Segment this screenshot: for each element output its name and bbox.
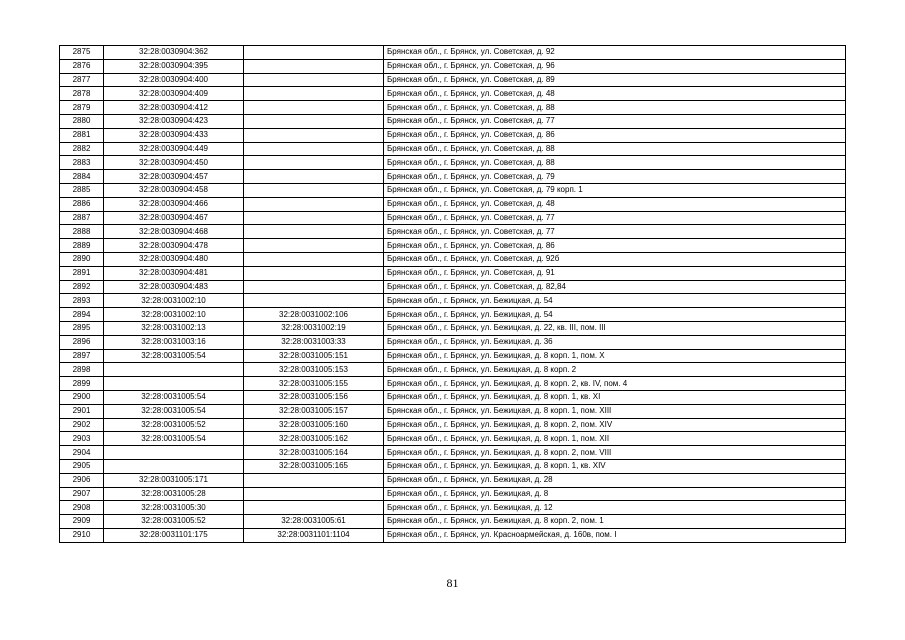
address-cell: Брянская обл., г. Брянск, ул. Советская, д. 86 (384, 239, 846, 253)
object-cadastral-number-cell: 32:28:0031005:155 (244, 377, 384, 391)
cadastral-number-cell: 32:28:0030904:458 (104, 183, 244, 197)
object-cadastral-number-cell (244, 101, 384, 115)
cadastral-number-cell (104, 363, 244, 377)
address-cell: Брянская обл., г. Брянск, ул. Бежицкая, д. 8 (384, 487, 846, 501)
object-cadastral-number-cell: 32:28:0031005:162 (244, 432, 384, 446)
table-row (60, 487, 846, 501)
table-row (60, 170, 846, 184)
cadastral-number-cell: 32:28:0031002:13 (104, 321, 244, 335)
address-cell: Брянская обл., г. Брянск, ул. Советская, д. 92б (384, 252, 846, 266)
object-cadastral-number-cell (244, 225, 384, 239)
table-row (60, 418, 846, 432)
cadastral-number-cell: 32:28:0030904:468 (104, 225, 244, 239)
row-number-cell: 2881 (60, 128, 104, 142)
object-cadastral-number-cell (244, 73, 384, 87)
table-row (60, 321, 846, 335)
registry-table-container (59, 45, 845, 543)
table-row (60, 46, 846, 60)
row-number-cell: 2896 (60, 335, 104, 349)
cadastral-number-cell: 32:28:0030904:467 (104, 211, 244, 225)
row-number-cell: 2897 (60, 349, 104, 363)
row-number-cell: 2895 (60, 321, 104, 335)
cadastral-number-cell: 32:28:0031002:10 (104, 308, 244, 322)
cadastral-number-cell: 32:28:0030904:400 (104, 73, 244, 87)
address-cell: Брянская обл., г. Брянск, ул. Советская, д. 79 (384, 170, 846, 184)
object-cadastral-number-cell: 32:28:0031005:164 (244, 446, 384, 460)
object-cadastral-number-cell (244, 183, 384, 197)
address-cell: Брянская обл., г. Брянск, ул. Бежицкая, д. 12 (384, 501, 846, 515)
cadastral-number-cell: 32:28:0031101:175 (104, 528, 244, 542)
cadastral-number-cell: 32:28:0031005:52 (104, 418, 244, 432)
cadastral-number-cell: 32:28:0030904:450 (104, 156, 244, 170)
cadastral-number-cell: 32:28:0031005:52 (104, 515, 244, 529)
address-cell: Брянская обл., г. Брянск, ул. Красноармейская, д. 160в, пом. I (384, 528, 846, 542)
object-cadastral-number-cell (244, 46, 384, 60)
object-cadastral-number-cell: 32:28:0031005:160 (244, 418, 384, 432)
cadastral-number-cell: 32:28:0030904:478 (104, 239, 244, 253)
object-cadastral-number-cell: 32:28:0031005:61 (244, 515, 384, 529)
address-cell: Брянская обл., г. Брянск, ул. Советская, д. 92 (384, 46, 846, 60)
object-cadastral-number-cell (244, 142, 384, 156)
address-cell: Брянская обл., г. Брянск, ул. Бежицкая, д. 8 корп. 2, пом. 1 (384, 515, 846, 529)
address-cell: Брянская обл., г. Брянск, ул. Советская, д. 48 (384, 87, 846, 101)
cadastral-number-cell: 32:28:0031005:54 (104, 404, 244, 418)
table-row (60, 446, 846, 460)
object-cadastral-number-cell (244, 239, 384, 253)
cadastral-number-cell: 32:28:0030904:433 (104, 128, 244, 142)
object-cadastral-number-cell: 32:28:0031003:33 (244, 335, 384, 349)
object-cadastral-number-cell: 32:28:0031002:106 (244, 308, 384, 322)
row-number-cell: 2878 (60, 87, 104, 101)
row-number-cell: 2880 (60, 114, 104, 128)
table-row (60, 294, 846, 308)
cadastral-number-cell: 32:28:0031005:54 (104, 390, 244, 404)
cadastral-number-cell: 32:28:0031003:16 (104, 335, 244, 349)
object-cadastral-number-cell: 32:28:0031002:19 (244, 321, 384, 335)
row-number-cell: 2893 (60, 294, 104, 308)
row-number-cell: 2904 (60, 446, 104, 460)
cadastral-number-cell: 32:28:0030904:483 (104, 280, 244, 294)
address-cell: Брянская обл., г. Брянск, ул. Советская, д. 77 (384, 225, 846, 239)
object-cadastral-number-cell: 32:28:0031005:151 (244, 349, 384, 363)
row-number-cell: 2883 (60, 156, 104, 170)
object-cadastral-number-cell (244, 473, 384, 487)
row-number-cell: 2875 (60, 46, 104, 60)
table-row (60, 308, 846, 322)
table-row (60, 239, 846, 253)
row-number-cell: 2888 (60, 225, 104, 239)
address-cell: Брянская обл., г. Брянск, ул. Советская, д. 86 (384, 128, 846, 142)
row-number-cell: 2876 (60, 59, 104, 73)
table-row (60, 225, 846, 239)
object-cadastral-number-cell (244, 211, 384, 225)
cadastral-number-cell (104, 377, 244, 391)
row-number-cell: 2901 (60, 404, 104, 418)
row-number-cell: 2902 (60, 418, 104, 432)
cadastral-number-cell: 32:28:0031005:28 (104, 487, 244, 501)
table-row (60, 349, 846, 363)
row-number-cell: 2899 (60, 377, 104, 391)
object-cadastral-number-cell (244, 87, 384, 101)
table-row (60, 528, 846, 542)
address-cell: Брянская обл., г. Брянск, ул. Бежицкая, д. 8 корп. 2, пом. XIV (384, 418, 846, 432)
object-cadastral-number-cell (244, 501, 384, 515)
cadastral-number-cell: 32:28:0030904:412 (104, 101, 244, 115)
cadastral-number-cell: 32:28:0030904:449 (104, 142, 244, 156)
row-number-cell: 2884 (60, 170, 104, 184)
object-cadastral-number-cell (244, 156, 384, 170)
object-cadastral-number-cell: 32:28:0031005:165 (244, 459, 384, 473)
row-number-cell: 2903 (60, 432, 104, 446)
address-cell: Брянская обл., г. Брянск, ул. Бежицкая, д. 8 корп. 1, пом. X (384, 349, 846, 363)
row-number-cell: 2908 (60, 501, 104, 515)
table-row (60, 211, 846, 225)
object-cadastral-number-cell (244, 252, 384, 266)
table-row (60, 280, 846, 294)
table-row (60, 501, 846, 515)
table-row (60, 101, 846, 115)
cadastral-number-cell: 32:28:0030904:362 (104, 46, 244, 60)
address-cell: Брянская обл., г. Брянск, ул. Советская, д. 96 (384, 59, 846, 73)
address-cell: Брянская обл., г. Брянск, ул. Советская, д. 88 (384, 142, 846, 156)
row-number-cell: 2898 (60, 363, 104, 377)
object-cadastral-number-cell (244, 294, 384, 308)
table-row (60, 156, 846, 170)
row-number-cell: 2906 (60, 473, 104, 487)
cadastral-number-cell: 32:28:0031005:30 (104, 501, 244, 515)
address-cell: Брянская обл., г. Брянск, ул. Советская, д. 48 (384, 197, 846, 211)
address-cell: Брянская обл., г. Брянск, ул. Советская, д. 82,84 (384, 280, 846, 294)
cadastral-number-cell: 32:28:0031002:10 (104, 294, 244, 308)
address-cell: Брянская обл., г. Брянск, ул. Бежицкая, д. 8 корп. 1, пом. XII (384, 432, 846, 446)
table-row (60, 128, 846, 142)
row-number-cell: 2890 (60, 252, 104, 266)
table-row (60, 73, 846, 87)
table-row (60, 266, 846, 280)
address-cell: Брянская обл., г. Брянск, ул. Советская, д. 77 (384, 114, 846, 128)
address-cell: Брянская обл., г. Брянск, ул. Бежицкая, д. 54 (384, 294, 846, 308)
table-row (60, 252, 846, 266)
row-number-cell: 2889 (60, 239, 104, 253)
address-cell: Брянская обл., г. Брянск, ул. Советская, д. 91 (384, 266, 846, 280)
table-row (60, 142, 846, 156)
row-number-cell: 2894 (60, 308, 104, 322)
address-cell: Брянская обл., г. Брянск, ул. Бежицкая, д. 54 (384, 308, 846, 322)
cadastral-number-cell: 32:28:0030904:466 (104, 197, 244, 211)
row-number-cell: 2900 (60, 390, 104, 404)
cadastral-number-cell: 32:28:0030904:395 (104, 59, 244, 73)
cadastral-number-cell: 32:28:0031005:54 (104, 432, 244, 446)
address-cell: Брянская обл., г. Брянск, ул. Бежицкая, д. 36 (384, 335, 846, 349)
table-row (60, 59, 846, 73)
registry-table (59, 45, 846, 543)
registry-table-body (60, 46, 846, 543)
row-number-cell: 2909 (60, 515, 104, 529)
row-number-cell: 2885 (60, 183, 104, 197)
address-cell: Брянская обл., г. Брянск, ул. Советская, д. 77 (384, 211, 846, 225)
object-cadastral-number-cell: 32:28:0031005:157 (244, 404, 384, 418)
address-cell: Брянская обл., г. Брянск, ул. Советская, д. 88 (384, 156, 846, 170)
object-cadastral-number-cell (244, 128, 384, 142)
object-cadastral-number-cell (244, 59, 384, 73)
address-cell: Брянская обл., г. Брянск, ул. Советская, д. 89 (384, 73, 846, 87)
row-number-cell: 2892 (60, 280, 104, 294)
object-cadastral-number-cell: 32:28:0031005:156 (244, 390, 384, 404)
table-row (60, 335, 846, 349)
object-cadastral-number-cell (244, 197, 384, 211)
address-cell: Брянская обл., г. Брянск, ул. Бежицкая, д. 8 корп. 1, пом. XIII (384, 404, 846, 418)
address-cell: Брянская обл., г. Брянск, ул. Бежицкая, д. 8 корп. 1, кв. XIV (384, 459, 846, 473)
cadastral-number-cell: 32:28:0030904:423 (104, 114, 244, 128)
table-row (60, 432, 846, 446)
object-cadastral-number-cell (244, 170, 384, 184)
table-row (60, 197, 846, 211)
address-cell: Брянская обл., г. Брянск, ул. Бежицкая, д. 8 корп. 2, кв. IV, пом. 4 (384, 377, 846, 391)
cadastral-number-cell (104, 446, 244, 460)
address-cell: Брянская обл., г. Брянск, ул. Советская, д. 88 (384, 101, 846, 115)
table-row (60, 390, 846, 404)
page-number: 81 (446, 576, 459, 590)
row-number-cell: 2907 (60, 487, 104, 501)
row-number-cell: 2886 (60, 197, 104, 211)
table-row (60, 404, 846, 418)
row-number-cell: 2905 (60, 459, 104, 473)
table-row (60, 459, 846, 473)
cadastral-number-cell: 32:28:0031005:54 (104, 349, 244, 363)
row-number-cell: 2882 (60, 142, 104, 156)
object-cadastral-number-cell: 32:28:0031101:1104 (244, 528, 384, 542)
object-cadastral-number-cell (244, 266, 384, 280)
address-cell: Брянская обл., г. Брянск, ул. Бежицкая, д. 28 (384, 473, 846, 487)
object-cadastral-number-cell (244, 487, 384, 501)
row-number-cell: 2887 (60, 211, 104, 225)
table-row (60, 473, 846, 487)
address-cell: Брянская обл., г. Брянск, ул. Бежицкая, д. 8 корп. 2, пом. VIII (384, 446, 846, 460)
cadastral-number-cell: 32:28:0030904:481 (104, 266, 244, 280)
table-row (60, 515, 846, 529)
cadastral-number-cell: 32:28:0031005:171 (104, 473, 244, 487)
cadastral-number-cell: 32:28:0030904:457 (104, 170, 244, 184)
cadastral-number-cell: 32:28:0030904:480 (104, 252, 244, 266)
table-row (60, 87, 846, 101)
row-number-cell: 2891 (60, 266, 104, 280)
object-cadastral-number-cell (244, 280, 384, 294)
table-row (60, 363, 846, 377)
cadastral-number-cell (104, 459, 244, 473)
address-cell: Брянская обл., г. Брянск, ул. Советская, д. 79 корп. 1 (384, 183, 846, 197)
object-cadastral-number-cell (244, 114, 384, 128)
table-row (60, 114, 846, 128)
table-row (60, 377, 846, 391)
row-number-cell: 2877 (60, 73, 104, 87)
object-cadastral-number-cell: 32:28:0031005:153 (244, 363, 384, 377)
address-cell: Брянская обл., г. Брянск, ул. Бежицкая, д. 22, кв. III, пом. III (384, 321, 846, 335)
row-number-cell: 2879 (60, 101, 104, 115)
table-row (60, 183, 846, 197)
address-cell: Брянская обл., г. Брянск, ул. Бежицкая, д. 8 корп. 1, кв. XI (384, 390, 846, 404)
address-cell: Брянская обл., г. Брянск, ул. Бежицкая, д. 8 корп. 2 (384, 363, 846, 377)
cadastral-number-cell: 32:28:0030904:409 (104, 87, 244, 101)
row-number-cell: 2910 (60, 528, 104, 542)
